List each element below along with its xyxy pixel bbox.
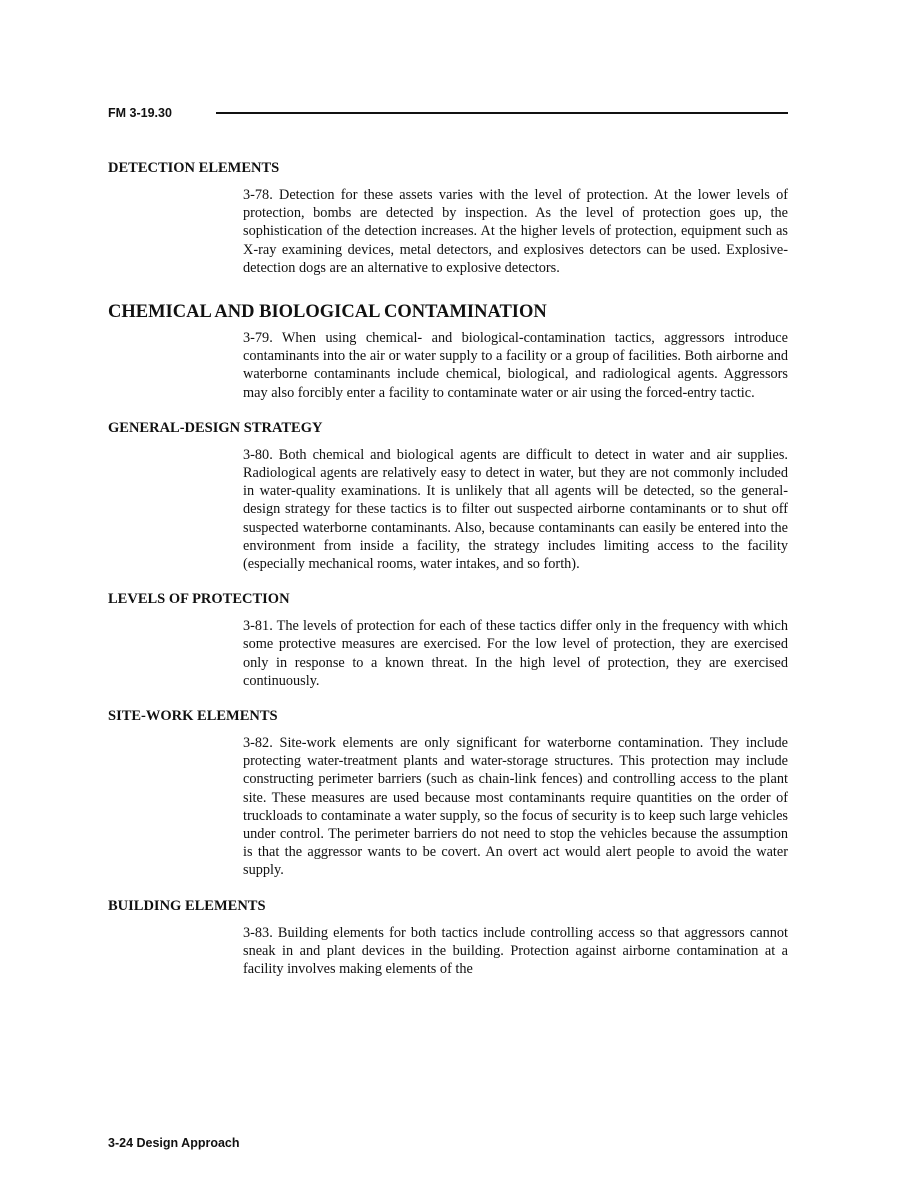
- heading-building-elements: BUILDING ELEMENTS: [108, 897, 266, 914]
- paragraph-3-82: 3-82. Site-work elements are only significant for waterborne contamination. They include protecting water-treatment plants and water-storage structures. This protection may include constructing perimeter barriers (such as chain-link fences) and controlling access to the plant site. These measures are used because most contaminants require quantities on the order of truckloads to contaminate a water supply, so the focus of security is to keep such large vehicles under control. The perimeter barriers do not need to stop the vehicles because the assumption is that the aggressor wants to be covert. An overt act would alert people to avoid the water supply.: [243, 735, 788, 879]
- paragraph-3-78: 3-78. Detection for these assets varies with the level of protection. At the lower levels of protection, bombs are detected by inspection. As the level of protection goes up, the sophistication of the detection increases. At the higher levels of protection, equipment such as X-ray examining devices, metal detectors, and explosives detectors can be used. Explosive-detection dogs are an alternative to explosive detectors.: [243, 187, 788, 276]
- page-content: [108, 158, 788, 978]
- header-rule: [216, 112, 788, 114]
- heading-site-work-elements: SITE-WORK ELEMENTS: [108, 708, 278, 725]
- heading-chemical-biological-contamination: CHEMICAL AND BIOLOGICAL CONTAMINATION: [108, 302, 547, 323]
- paragraph-3-79: 3-79. When using chemical- and biological-contamination tactics, aggressors introduce contaminants into the air or water supply to a facility or a group of facilities. Both airborne and waterborne contaminants include chemical, biological, and radiological agents. Aggressors may also forcibly enter a facility to contaminate water or air using the forced-entry tactic.: [243, 330, 788, 401]
- heading-general-design-strategy: GENERAL-DESIGN STRATEGY: [108, 419, 323, 436]
- paragraph-3-80: 3-80. Both chemical and biological agents are difficult to detect in water and air supplies. Radiological agents are relatively easy to detect in water, but they are not commonly included in water-quality examinations. It is unlikely that all agents will be detected, so the general-design strategy for these tactics is to filter out suspected airborne contaminants or to shut off suspected waterborne contaminants. Also, because contaminants can easily be entered into the environment from inside a facility, the strategy includes limiting access to the facility (especially mechanical rooms, water intakes, and so forth).: [243, 446, 788, 573]
- paragraph-3-83: 3-83. Building elements for both tactics include controlling access so that aggressors cannot sneak in and plant devices in the building. Protection against airborne contamination at a facility involves making elements of the: [243, 924, 788, 978]
- heading-detection-elements: DETECTION ELEMENTS: [108, 160, 280, 176]
- heading-levels-of-protection: LEVELS OF PROTECTION: [108, 591, 290, 608]
- paragraph-3-81: 3-81. The levels of protection for each of these tactics differ only in the frequency with which some protective measures are exercised. For the low level of protection, they are exercised only in response to a known threat. In the high level of protection, they are exercised continuously.: [243, 618, 788, 689]
- page-footer: 3-24 Design Approach: [108, 1136, 240, 1150]
- document-id: FM 3-19.30: [108, 106, 172, 120]
- page-header: [108, 104, 788, 124]
